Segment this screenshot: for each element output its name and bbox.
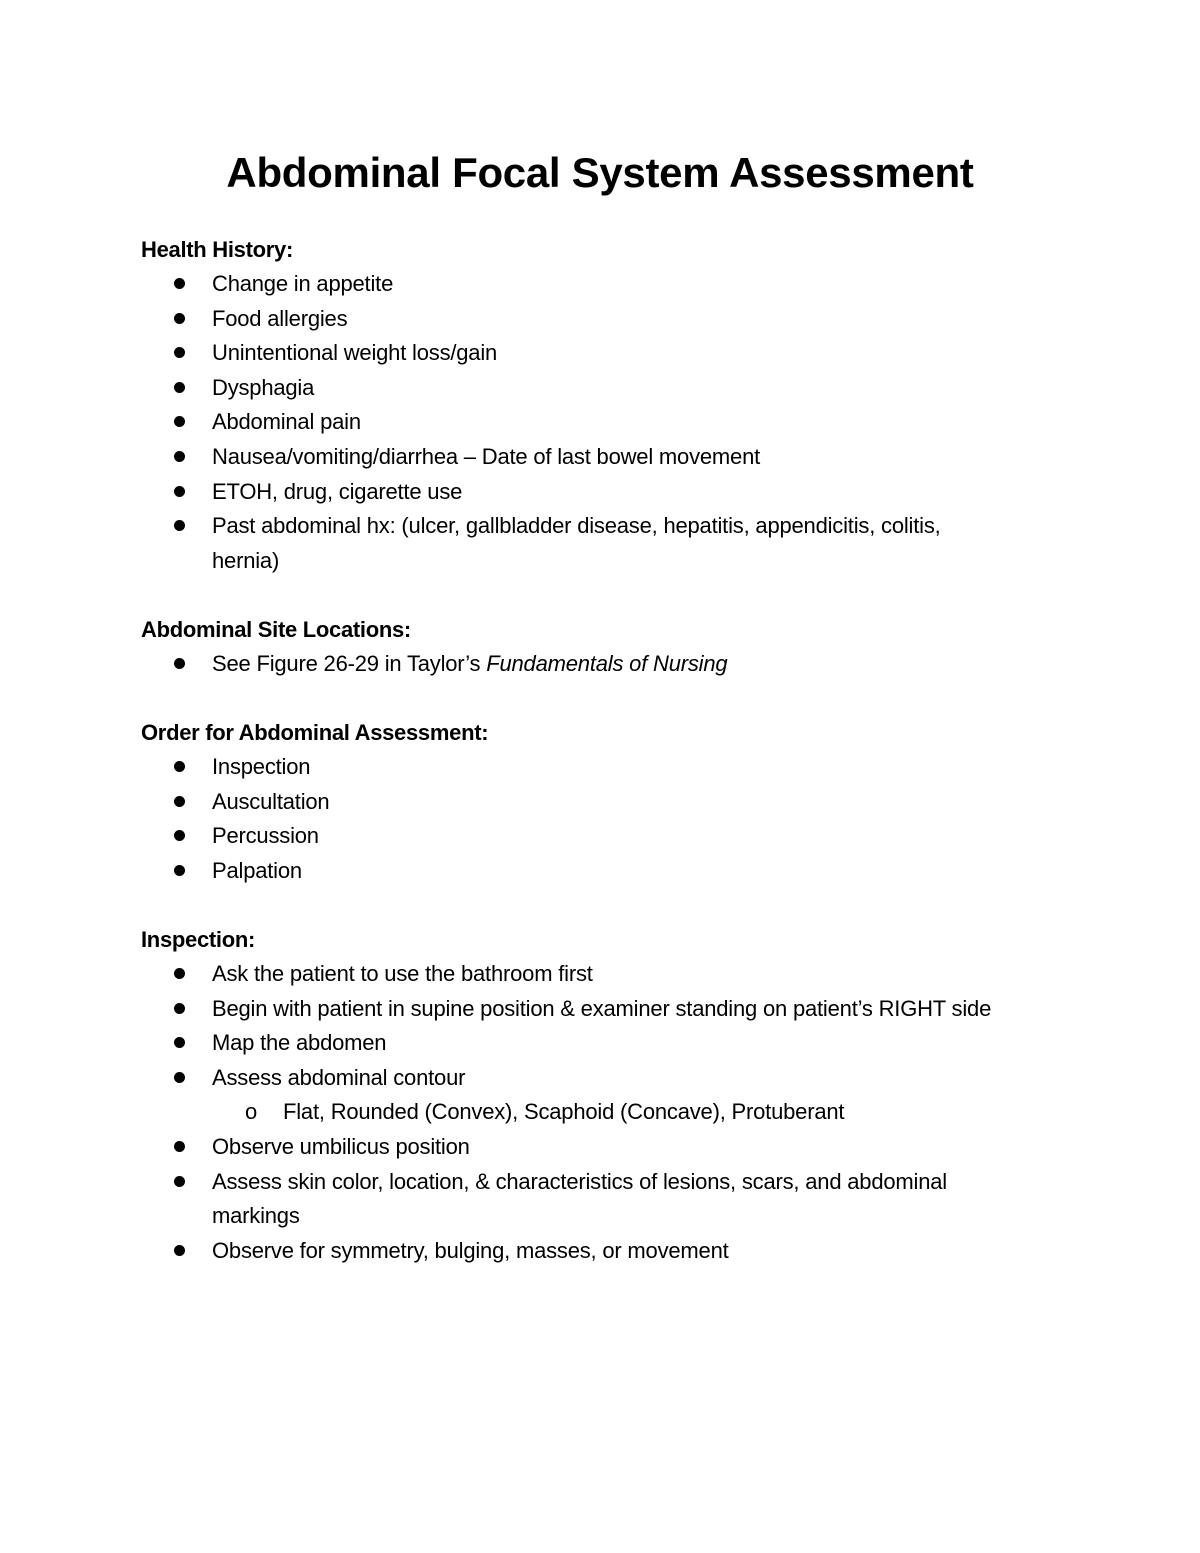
list-item-text: Nausea/vomiting/diarrhea – Date of last bowel movement — [212, 443, 761, 469]
bullet-icon — [174, 416, 185, 427]
bullet-icon — [174, 865, 185, 876]
list-item — [141, 750, 1012, 785]
list-item — [141, 509, 1012, 578]
list-item — [141, 785, 1012, 820]
list-item-text: Observe for symmetry, bulging, masses, or movement — [212, 1237, 729, 1263]
list-item-text: Auscultation — [212, 788, 330, 814]
list-item — [141, 647, 1012, 682]
sub-list-item-text: Flat, Rounded (Convex), Scaphoid (Concave), Protuberant — [283, 1099, 845, 1125]
list-item — [141, 267, 1012, 302]
bullet-icon — [174, 658, 185, 669]
list-item-text: See Figure 26-29 in Taylor’s — [212, 651, 487, 676]
bullet-icon — [174, 1003, 185, 1014]
bullet-icon — [174, 382, 185, 393]
list-item-text: Assess abdominal contour — [212, 1064, 466, 1090]
section-heading: Abdominal Site Locations: — [141, 617, 411, 642]
list-item — [141, 957, 1012, 992]
section-heading: Order for Abdominal Assessment: — [141, 720, 489, 745]
bullet-list — [141, 750, 1041, 888]
list-item — [141, 992, 1012, 1027]
list-item — [141, 475, 1012, 510]
list-item-text: Palpation — [212, 857, 302, 883]
bullet-icon — [174, 520, 185, 531]
list-item — [141, 302, 1012, 337]
bullet-icon — [174, 761, 185, 772]
list-item — [141, 440, 1012, 475]
section-heading: Inspection: — [141, 927, 256, 952]
sub-list-item — [141, 1095, 1041, 1130]
list-item — [141, 1130, 1012, 1165]
list-item — [141, 405, 1012, 440]
bullet-icon — [174, 1245, 185, 1256]
bullet-icon — [174, 968, 185, 979]
health-history-section — [141, 233, 1041, 578]
bullet-icon — [174, 1176, 185, 1187]
list-item — [141, 1061, 1012, 1096]
bullet-icon — [174, 1141, 185, 1152]
list-item — [141, 336, 1012, 371]
list-item — [141, 371, 1012, 406]
list-item — [141, 819, 1012, 854]
list-item-text: Map the abdomen — [212, 1030, 387, 1056]
list-item-text: Unintentional weight loss/gain — [212, 340, 498, 366]
list-item — [141, 1234, 1012, 1269]
bullet-list — [141, 647, 1041, 682]
bullet-icon — [174, 451, 185, 462]
list-item-text: Percussion — [212, 823, 319, 849]
list-item-text: Abdominal pain — [212, 409, 361, 435]
circle-bullet-icon: o — [245, 1099, 258, 1125]
site-locations-section — [141, 613, 1041, 682]
bullet-list — [141, 957, 1041, 1095]
list-item — [141, 1026, 1012, 1061]
inspection-section — [141, 923, 1041, 1268]
bullet-icon — [174, 486, 185, 497]
list-item-text: Ask the patient to use the bathroom first — [212, 961, 593, 986]
list-item — [141, 854, 1012, 889]
list-item — [141, 1165, 1012, 1234]
sub-list — [141, 1095, 1041, 1130]
bullet-icon — [174, 1037, 185, 1048]
order-section — [141, 716, 1041, 888]
bullet-icon — [174, 1072, 185, 1083]
list-item-text: Food allergies — [212, 305, 348, 331]
list-item-text: Change in appetite — [212, 271, 394, 296]
list-item-text: Begin with patient in supine position & examiner standing on patient’s RIGHT side — [212, 995, 992, 1021]
list-item-text: Past abdominal hx: (ulcer, gallbladder disease, hepatitis, appendicitis, colitis, hernia) — [212, 513, 941, 573]
section-heading: Health History: — [141, 237, 293, 262]
page-title: Abdominal Focal System Assessment — [226, 149, 974, 196]
bullet-icon — [174, 347, 185, 358]
list-item-text: Dysphagia — [212, 374, 315, 400]
list-item-text: Observe umbilicus position — [212, 1133, 470, 1159]
list-item-text: Assess skin color, location, & characteristics of lesions, scars, and abdominal markings — [212, 1168, 947, 1229]
bullet-icon — [174, 830, 185, 841]
list-item-text: ETOH, drug, cigarette use — [212, 478, 463, 504]
bullet-list — [141, 1130, 1041, 1268]
list-item-text: Inspection — [212, 754, 311, 779]
bullet-icon — [174, 796, 185, 807]
bullet-icon — [174, 313, 185, 324]
book-title: Fundamentals of Nursing — [486, 651, 728, 676]
bullet-icon — [174, 278, 185, 289]
bullet-list — [141, 267, 1041, 578]
